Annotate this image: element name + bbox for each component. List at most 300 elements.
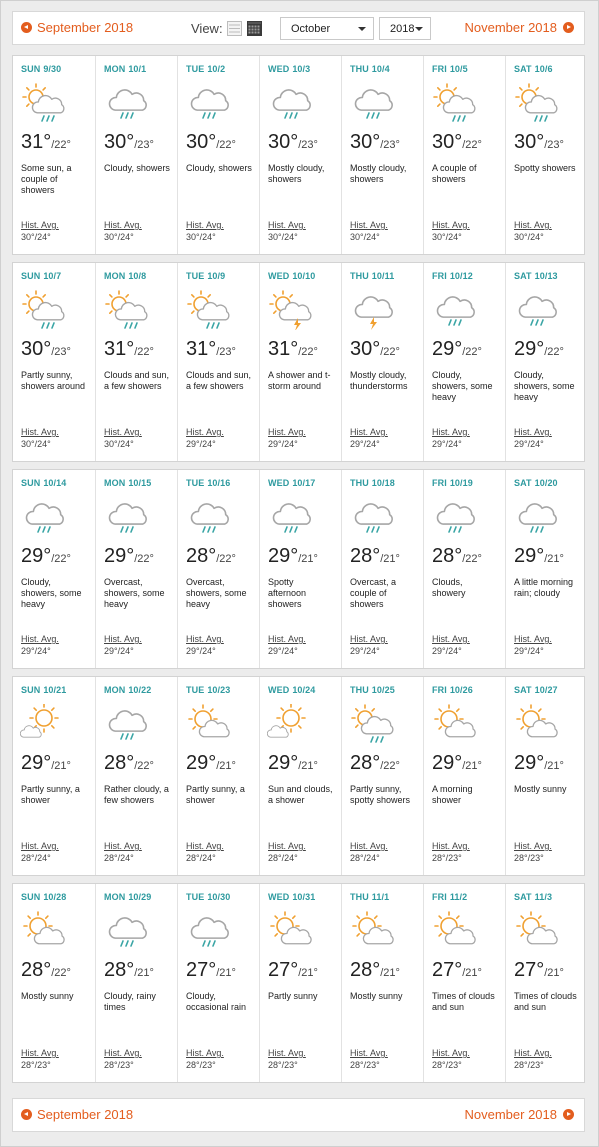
- historical-average: [104, 1047, 142, 1071]
- hist-avg-value: 28°/23°: [104, 1060, 134, 1070]
- forecast-description: Mostly sunny: [21, 991, 74, 1001]
- day-label: [104, 271, 177, 281]
- day-of-week: SAT: [514, 478, 532, 488]
- hist-avg-value: 30°/24°: [186, 232, 216, 242]
- day-of-week: WED: [268, 478, 290, 488]
- high-temp: 27°: [186, 959, 217, 981]
- high-temp: 29°: [514, 752, 545, 774]
- hist-avg-label: Hist. Avg.: [104, 841, 142, 851]
- hist-avg-value: 28°/23°: [21, 1060, 51, 1070]
- day-cell[interactable]: [259, 677, 341, 875]
- week-row: [12, 883, 585, 1083]
- day-of-week: FRI: [432, 892, 447, 902]
- prev-month-label: September 2018: [37, 1107, 134, 1122]
- high-temp: 28°: [350, 545, 381, 567]
- cloud-rain-icon: [349, 497, 397, 537]
- year-select[interactable]: [379, 17, 431, 40]
- day-label: [514, 685, 587, 695]
- day-cell[interactable]: [505, 884, 587, 1082]
- day-of-week: SAT: [514, 892, 532, 902]
- day-of-week: MON: [104, 892, 126, 902]
- temperature: [104, 752, 177, 776]
- forecast-description: Mostly cloudy, showers: [350, 163, 407, 184]
- historical-average: [432, 219, 470, 243]
- low-temp: /22°: [134, 346, 154, 358]
- forecast-description: Mostly cloudy, thunderstorms: [350, 370, 408, 391]
- day-cell[interactable]: [341, 677, 423, 875]
- temperature: [350, 959, 423, 983]
- low-temp: /21°: [462, 967, 482, 979]
- arrow-right-icon: [563, 1109, 574, 1120]
- sun-cloud-rain-icon: [20, 83, 68, 123]
- day-cell[interactable]: [423, 470, 505, 668]
- high-temp: 30°: [514, 131, 545, 153]
- day-date: 10/15: [128, 478, 152, 488]
- forecast-description: Rather cloudy, a few showers: [104, 784, 169, 805]
- historical-average: [432, 1047, 470, 1071]
- historical-average: [186, 426, 224, 450]
- day-cell[interactable]: [13, 263, 95, 461]
- high-temp: 30°: [21, 338, 52, 360]
- low-temp: /22°: [134, 553, 154, 565]
- low-temp: /22°: [462, 139, 482, 151]
- day-of-week: WED: [268, 271, 290, 281]
- day-cell[interactable]: [177, 263, 259, 461]
- cloud-rain-icon: [267, 497, 315, 537]
- temperature: [268, 338, 341, 362]
- forecast-description: Mostly sunny: [514, 784, 567, 794]
- day-of-week: THU: [350, 685, 369, 695]
- historical-average: [350, 1047, 388, 1071]
- hist-avg-label: Hist. Avg.: [21, 841, 59, 851]
- day-cell[interactable]: [13, 470, 95, 668]
- temperature: [104, 338, 177, 362]
- historical-average: [432, 633, 470, 657]
- historical-average: [432, 840, 470, 864]
- hist-avg-label: Hist. Avg.: [268, 634, 306, 644]
- high-temp: 28°: [432, 545, 463, 567]
- sun-small-cloud-icon: [267, 704, 315, 744]
- high-temp: 31°: [21, 131, 52, 153]
- hist-avg-value: 28°/23°: [514, 1060, 544, 1070]
- day-label: [432, 271, 505, 281]
- low-temp: /22°: [51, 553, 71, 565]
- forecast-description: Cloudy, showers: [104, 163, 170, 173]
- day-cell[interactable]: [505, 470, 587, 668]
- hist-avg-label: Hist. Avg.: [21, 1048, 59, 1058]
- hist-avg-label: Hist. Avg.: [186, 1048, 224, 1058]
- temperature: [268, 131, 341, 155]
- day-cell[interactable]: [505, 677, 587, 875]
- sun-cloud-rain-icon: [431, 83, 479, 123]
- hist-avg-value: 29°/24°: [514, 646, 544, 656]
- low-temp: /22°: [216, 139, 236, 151]
- day-label: [104, 892, 177, 902]
- forecast-description: Cloudy, showers: [186, 163, 252, 173]
- day-cell[interactable]: [259, 56, 341, 254]
- sun-cloud-icon: [431, 704, 479, 744]
- low-temp: /21°: [298, 967, 318, 979]
- low-temp: /21°: [298, 553, 318, 565]
- cloud-rain-icon: [513, 497, 561, 537]
- day-date: 10/17: [292, 478, 316, 488]
- sun-cloud-icon: [349, 911, 397, 951]
- high-temp: 28°: [350, 752, 381, 774]
- day-date: 10/26: [449, 685, 473, 695]
- hist-avg-value: 29°/24°: [432, 646, 462, 656]
- temperature: [21, 131, 95, 155]
- day-label: [350, 685, 423, 695]
- day-cell[interactable]: [95, 56, 177, 254]
- next-month-link[interactable]: [465, 20, 575, 35]
- day-cell[interactable]: [341, 56, 423, 254]
- day-of-week: FRI: [432, 685, 447, 695]
- day-date: 10/31: [292, 892, 316, 902]
- day-label: [186, 478, 259, 488]
- high-temp: 28°: [186, 545, 217, 567]
- low-temp: /23°: [298, 139, 318, 151]
- low-temp: /23°: [51, 346, 71, 358]
- cloud-rain-icon: [431, 497, 479, 537]
- day-cell[interactable]: [423, 884, 505, 1082]
- day-label: [268, 892, 341, 902]
- hist-avg-value: 28°/23°: [268, 1060, 298, 1070]
- day-date: 10/24: [292, 685, 316, 695]
- day-label: [104, 478, 177, 488]
- temperature: [350, 131, 423, 155]
- low-temp: /21°: [216, 760, 236, 772]
- sun-cloud-icon: [431, 911, 479, 951]
- day-cell[interactable]: [341, 263, 423, 461]
- temperature: [21, 338, 95, 362]
- next-month-link[interactable]: [465, 1107, 575, 1122]
- low-temp: /22°: [380, 346, 400, 358]
- day-date: 10/1: [128, 64, 147, 74]
- historical-average: [186, 840, 224, 864]
- day-label: [21, 271, 95, 281]
- high-temp: 29°: [104, 545, 135, 567]
- month-nav-top: [12, 11, 585, 45]
- day-of-week: TUE: [186, 478, 205, 488]
- day-of-week: MON: [104, 271, 126, 281]
- low-temp: /21°: [380, 967, 400, 979]
- hist-avg-label: Hist. Avg.: [104, 1048, 142, 1058]
- day-cell[interactable]: [341, 884, 423, 1082]
- temperature: [186, 545, 259, 569]
- hist-avg-label: Hist. Avg.: [21, 427, 59, 437]
- forecast-description: Cloudy, showers, some heavy: [514, 370, 575, 402]
- forecast-description: Cloudy, showers, some heavy: [21, 577, 82, 609]
- hist-avg-value: 29°/24°: [186, 646, 216, 656]
- day-cell[interactable]: [423, 263, 505, 461]
- forecast-description: Times of clouds and sun: [432, 991, 495, 1012]
- historical-average: [186, 1047, 224, 1071]
- temperature: [21, 959, 95, 983]
- low-temp: /21°: [380, 553, 400, 565]
- day-cell[interactable]: [95, 884, 177, 1082]
- low-temp: /23°: [216, 346, 236, 358]
- temperature: [514, 752, 587, 776]
- temperature: [268, 959, 341, 983]
- sun-cloud-storm-icon: [267, 290, 315, 330]
- cloud-rain-icon: [103, 704, 151, 744]
- temperature: [514, 338, 587, 362]
- sun-cloud-icon: [185, 704, 233, 744]
- temperature: [432, 545, 505, 569]
- day-date: 10/27: [534, 685, 558, 695]
- historical-average: [186, 633, 224, 657]
- forecast-description: Times of clouds and sun: [514, 991, 577, 1012]
- day-cell[interactable]: [13, 677, 95, 875]
- low-temp: /23°: [134, 139, 154, 151]
- forecast-description: Partly sunny, a shower: [186, 784, 245, 805]
- high-temp: 30°: [268, 131, 299, 153]
- day-cell[interactable]: [177, 56, 259, 254]
- hist-avg-label: Hist. Avg.: [514, 220, 552, 230]
- forecast-description: Cloudy, occasional rain: [186, 991, 247, 1012]
- hist-avg-value: 28°/24°: [186, 853, 216, 863]
- high-temp: 30°: [186, 131, 217, 153]
- temperature: [432, 131, 505, 155]
- forecast-description: Partly sunny, showers around: [21, 370, 86, 391]
- day-cell[interactable]: [505, 56, 587, 254]
- high-temp: 31°: [186, 338, 217, 360]
- high-temp: 28°: [104, 959, 135, 981]
- hist-avg-label: Hist. Avg.: [186, 634, 224, 644]
- day-of-week: SAT: [514, 685, 532, 695]
- historical-average: [21, 426, 59, 450]
- historical-average: [268, 1047, 306, 1071]
- hist-avg-value: 28°/23°: [514, 853, 544, 863]
- day-cell[interactable]: [259, 884, 341, 1082]
- high-temp: 29°: [21, 545, 52, 567]
- high-temp: 29°: [268, 752, 299, 774]
- prev-month-label: September 2018: [37, 20, 134, 35]
- prev-month-link[interactable]: [21, 20, 133, 35]
- day-cell[interactable]: [95, 677, 177, 875]
- day-date: 11/1: [371, 892, 390, 902]
- day-of-week: SUN: [21, 478, 41, 488]
- hist-avg-value: 30°/24°: [104, 439, 134, 449]
- day-of-week: THU: [350, 64, 369, 74]
- chevron-down-icon: [415, 27, 423, 31]
- low-temp: /21°: [544, 760, 564, 772]
- historical-average: [21, 840, 59, 864]
- day-cell[interactable]: [95, 470, 177, 668]
- hist-avg-label: Hist. Avg.: [350, 220, 388, 230]
- view-label: View:: [191, 21, 223, 36]
- day-of-week: SAT: [514, 271, 532, 281]
- day-date: 10/7: [43, 271, 62, 281]
- cloud-rain-icon: [431, 290, 479, 330]
- day-label: [432, 892, 505, 902]
- high-temp: 27°: [514, 959, 545, 981]
- day-label: [186, 271, 259, 281]
- day-of-week: SUN: [21, 892, 41, 902]
- day-cell[interactable]: [177, 677, 259, 875]
- forecast-description: Clouds, showery: [432, 577, 466, 598]
- hist-avg-label: Hist. Avg.: [432, 841, 470, 851]
- hist-avg-label: Hist. Avg.: [350, 1048, 388, 1058]
- hist-avg-value: 29°/24°: [21, 646, 51, 656]
- temperature: [350, 338, 423, 362]
- day-of-week: WED: [268, 64, 290, 74]
- historical-average: [350, 633, 388, 657]
- day-of-week: MON: [104, 478, 126, 488]
- hist-avg-value: 29°/24°: [104, 646, 134, 656]
- day-cell[interactable]: [13, 884, 95, 1082]
- historical-average: [21, 219, 59, 243]
- forecast-description: Overcast, showers, some heavy: [104, 577, 165, 609]
- day-date: 9/30: [43, 64, 62, 74]
- day-date: 10/30: [207, 892, 231, 902]
- hist-avg-value: 29°/24°: [432, 439, 462, 449]
- high-temp: 30°: [350, 131, 381, 153]
- day-date: 10/8: [128, 271, 147, 281]
- hist-avg-label: Hist. Avg.: [432, 634, 470, 644]
- hist-avg-value: 30°/24°: [514, 232, 544, 242]
- hist-avg-label: Hist. Avg.: [21, 634, 59, 644]
- day-date: 10/28: [43, 892, 67, 902]
- hist-avg-label: Hist. Avg.: [268, 220, 306, 230]
- forecast-description: Partly sunny, spotty showers: [350, 784, 411, 805]
- historical-average: [514, 219, 552, 243]
- cloud-rain-icon: [349, 83, 397, 123]
- historical-average: [432, 426, 470, 450]
- hist-avg-value: 29°/24°: [268, 646, 298, 656]
- sun-small-cloud-icon: [20, 704, 68, 744]
- temperature: [104, 545, 177, 569]
- day-label: [104, 64, 177, 74]
- day-cell[interactable]: [341, 470, 423, 668]
- forecast-description: Overcast, showers, some heavy: [186, 577, 247, 609]
- hist-avg-value: 30°/24°: [350, 232, 380, 242]
- day-label: [268, 478, 341, 488]
- day-cell[interactable]: [177, 470, 259, 668]
- temperature: [268, 545, 341, 569]
- hist-avg-label: Hist. Avg.: [186, 427, 224, 437]
- temperature: [21, 545, 95, 569]
- temperature: [186, 959, 259, 983]
- cloud-rain-icon: [185, 911, 233, 951]
- day-label: [186, 685, 259, 695]
- hist-avg-value: 29°/24°: [350, 646, 380, 656]
- hist-avg-value: 30°/24°: [432, 232, 462, 242]
- sun-cloud-rain-icon: [20, 290, 68, 330]
- hist-avg-value: 30°/24°: [268, 232, 298, 242]
- day-date: 10/2: [207, 64, 226, 74]
- week-row: [12, 55, 585, 255]
- high-temp: 28°: [21, 959, 52, 981]
- sun-cloud-rain-icon: [185, 290, 233, 330]
- hist-avg-label: Hist. Avg.: [268, 1048, 306, 1058]
- day-of-week: TUE: [186, 64, 205, 74]
- temperature: [432, 338, 505, 362]
- day-cell[interactable]: [423, 56, 505, 254]
- historical-average: [514, 840, 552, 864]
- arrow-left-icon: [21, 1109, 32, 1120]
- cloud-rain-icon: [103, 911, 151, 951]
- hist-avg-value: 28°/23°: [432, 1060, 462, 1070]
- day-label: [432, 685, 505, 695]
- hist-avg-label: Hist. Avg.: [268, 427, 306, 437]
- cloud-rain-icon: [513, 290, 561, 330]
- high-temp: 28°: [104, 752, 135, 774]
- day-date: 10/3: [292, 64, 311, 74]
- calendar-view-icon[interactable]: [247, 21, 262, 36]
- day-label: [350, 478, 423, 488]
- day-of-week: TUE: [186, 892, 205, 902]
- hist-avg-value: 28°/23°: [186, 1060, 216, 1070]
- historical-average: [514, 633, 552, 657]
- hist-avg-value: 29°/24°: [350, 439, 380, 449]
- temperature: [514, 131, 587, 155]
- low-temp: /21°: [216, 967, 236, 979]
- historical-average: [268, 426, 306, 450]
- low-temp: /21°: [544, 967, 564, 979]
- day-cell[interactable]: [13, 56, 95, 254]
- forecast-description: Partly sunny, a shower: [21, 784, 80, 805]
- cloud-rain-icon: [103, 83, 151, 123]
- day-date: 10/18: [371, 478, 395, 488]
- day-date: 10/11: [371, 271, 395, 281]
- day-of-week: SUN: [21, 685, 41, 695]
- historical-average: [514, 426, 552, 450]
- month-select[interactable]: [280, 17, 374, 40]
- historical-average: [21, 633, 59, 657]
- hist-avg-label: Hist. Avg.: [514, 841, 552, 851]
- day-cell[interactable]: [95, 263, 177, 461]
- day-cell[interactable]: [259, 470, 341, 668]
- day-cell[interactable]: [177, 884, 259, 1082]
- high-temp: 30°: [104, 131, 135, 153]
- low-temp: /21°: [544, 553, 564, 565]
- hist-avg-label: Hist. Avg.: [186, 220, 224, 230]
- day-of-week: TUE: [186, 271, 205, 281]
- low-temp: /21°: [298, 760, 318, 772]
- day-cell[interactable]: [505, 263, 587, 461]
- high-temp: 31°: [104, 338, 135, 360]
- list-view-icon[interactable]: [227, 21, 242, 36]
- forecast-description: A couple of showers: [432, 163, 477, 184]
- historical-average: [268, 633, 306, 657]
- day-cell[interactable]: [423, 677, 505, 875]
- arrow-right-icon: [563, 22, 574, 33]
- low-temp: /22°: [462, 553, 482, 565]
- prev-month-link[interactable]: [21, 1107, 133, 1122]
- day-of-week: FRI: [432, 271, 447, 281]
- chevron-down-icon: [358, 27, 366, 31]
- high-temp: 29°: [514, 545, 545, 567]
- temperature: [186, 131, 259, 155]
- day-date: 10/4: [371, 64, 390, 74]
- low-temp: /22°: [134, 760, 154, 772]
- historical-average: [186, 219, 224, 243]
- day-label: [432, 478, 505, 488]
- day-label: [21, 64, 95, 74]
- temperature: [432, 959, 505, 983]
- high-temp: 31°: [268, 338, 299, 360]
- day-label: [104, 685, 177, 695]
- forecast-description: Cloudy, showers, some heavy: [432, 370, 493, 402]
- low-temp: /21°: [134, 967, 154, 979]
- day-cell[interactable]: [259, 263, 341, 461]
- sun-cloud-rain-icon: [513, 83, 561, 123]
- historical-average: [350, 840, 388, 864]
- day-of-week: MON: [104, 685, 126, 695]
- hist-avg-label: Hist. Avg.: [514, 1048, 552, 1058]
- day-label: [268, 685, 341, 695]
